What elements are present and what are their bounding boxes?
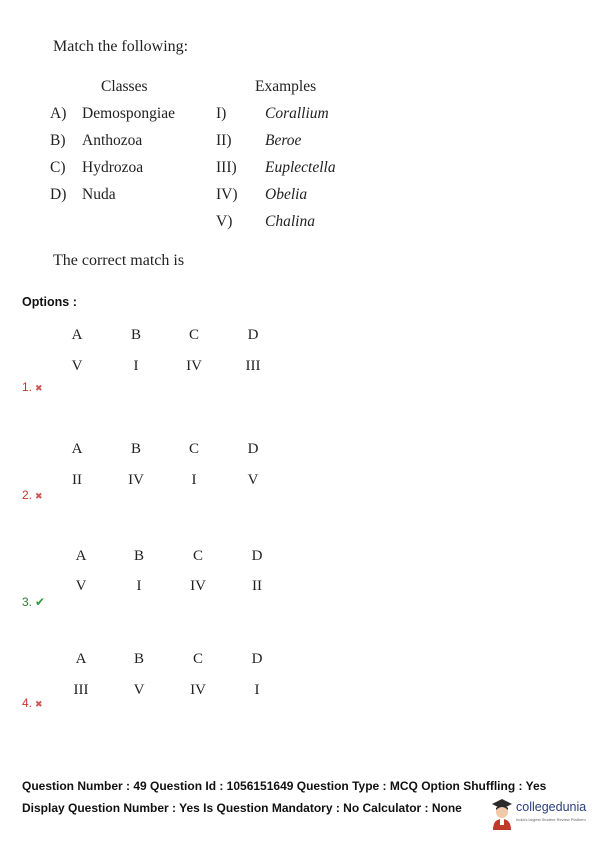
option-4-number-text: 4. bbox=[22, 696, 33, 710]
example-numeral-3: III) bbox=[216, 159, 237, 176]
option-2-value-a: II bbox=[72, 472, 82, 488]
option-2-number-text: 2. bbox=[22, 488, 33, 502]
logo-tagline: India's largest Student Review Platform bbox=[516, 817, 586, 822]
option-3-value-a: V bbox=[75, 578, 87, 594]
class-letter-d: D) bbox=[50, 186, 67, 203]
option-1-header-d: D bbox=[247, 327, 259, 343]
cross-icon: ✖ bbox=[35, 491, 43, 501]
option-3-value-b: I bbox=[136, 578, 142, 594]
option-1-number-text: 1. bbox=[22, 380, 33, 394]
option-4-value-a: III bbox=[73, 682, 89, 698]
option-1-header-b: B bbox=[130, 327, 141, 343]
option-2-header-c: C bbox=[188, 441, 199, 457]
footer-line-1: Question Number : 49 Question Id : 1056151649 Question Type : MCQ Option Shuffling : Yes bbox=[22, 779, 547, 793]
example-name-1: Corallium bbox=[265, 105, 329, 122]
check-icon: ✔ bbox=[35, 595, 46, 609]
option-4-value-d: I bbox=[254, 682, 260, 698]
option-2-header-d: D bbox=[247, 441, 259, 457]
option-1-value-c: IV bbox=[186, 358, 202, 374]
example-name-4: Obelia bbox=[265, 186, 308, 203]
option-2-value-c: I bbox=[191, 472, 197, 488]
cross-icon: ✖ bbox=[35, 699, 43, 709]
option-1-header-a: A bbox=[71, 327, 83, 343]
option-1-value-d: III bbox=[245, 358, 261, 374]
graduate-avatar-icon bbox=[490, 796, 514, 830]
option-4-value-c: IV bbox=[190, 682, 206, 698]
example-name-3: Euplectella bbox=[265, 159, 336, 176]
class-letter-a: A) bbox=[50, 105, 67, 122]
option-4-header-d: D bbox=[251, 651, 263, 667]
option-1-value-b: I bbox=[133, 358, 139, 374]
option-4-number bbox=[22, 696, 43, 710]
examples-header: Examples bbox=[255, 78, 317, 95]
example-numeral-2: II) bbox=[216, 132, 232, 149]
class-name-d: Nuda bbox=[82, 186, 116, 203]
example-numeral-5: V) bbox=[216, 213, 233, 230]
logo-name: collegedunia bbox=[516, 800, 587, 814]
option-3-header-b: B bbox=[133, 548, 144, 564]
option-2-header-b: B bbox=[130, 441, 141, 457]
option-3-header-c: C bbox=[192, 548, 203, 564]
class-name-b: Anthozoa bbox=[82, 132, 143, 149]
example-numeral-1: I) bbox=[216, 105, 227, 122]
classes-header: Classes bbox=[101, 78, 148, 95]
option-2-number bbox=[22, 488, 43, 502]
cross-icon: ✖ bbox=[35, 383, 43, 393]
option-1-header-c: C bbox=[188, 327, 199, 343]
class-name-c: Hydrozoa bbox=[82, 159, 144, 176]
example-numeral-4: IV) bbox=[216, 186, 238, 203]
footer-line-2: Display Question Number : Yes Is Question Mandatory : No Calculator : None bbox=[22, 801, 462, 815]
option-1-value-a: V bbox=[71, 358, 83, 374]
question-title: Match the following: bbox=[53, 38, 189, 55]
option-1-number bbox=[22, 380, 43, 394]
option-4-value-b: V bbox=[133, 682, 145, 698]
class-letter-b: B) bbox=[50, 132, 66, 149]
option-3-value-c: IV bbox=[190, 578, 206, 594]
option-2-header-a: A bbox=[71, 441, 83, 457]
option-3-header-a: A bbox=[75, 548, 87, 564]
option-4-header-c: C bbox=[192, 651, 203, 667]
option-4-header-b: B bbox=[133, 651, 144, 667]
class-letter-c: C) bbox=[50, 159, 66, 176]
option-3-value-d: II bbox=[252, 578, 262, 594]
option-3-number-text: 3. bbox=[22, 595, 33, 609]
question-prompt: The correct match is bbox=[53, 252, 185, 269]
option-2-value-b: IV bbox=[128, 472, 144, 488]
collegedunia-logo bbox=[490, 796, 588, 832]
option-3-header-d: D bbox=[251, 548, 263, 564]
example-name-5: Chalina bbox=[265, 213, 315, 230]
options-label: Options : bbox=[22, 295, 77, 309]
example-name-2: Beroe bbox=[265, 132, 302, 149]
option-4-header-a: A bbox=[75, 651, 87, 667]
option-3-number bbox=[22, 595, 45, 609]
class-name-a: Demospongiae bbox=[82, 105, 175, 122]
option-2-value-d: V bbox=[247, 472, 259, 488]
